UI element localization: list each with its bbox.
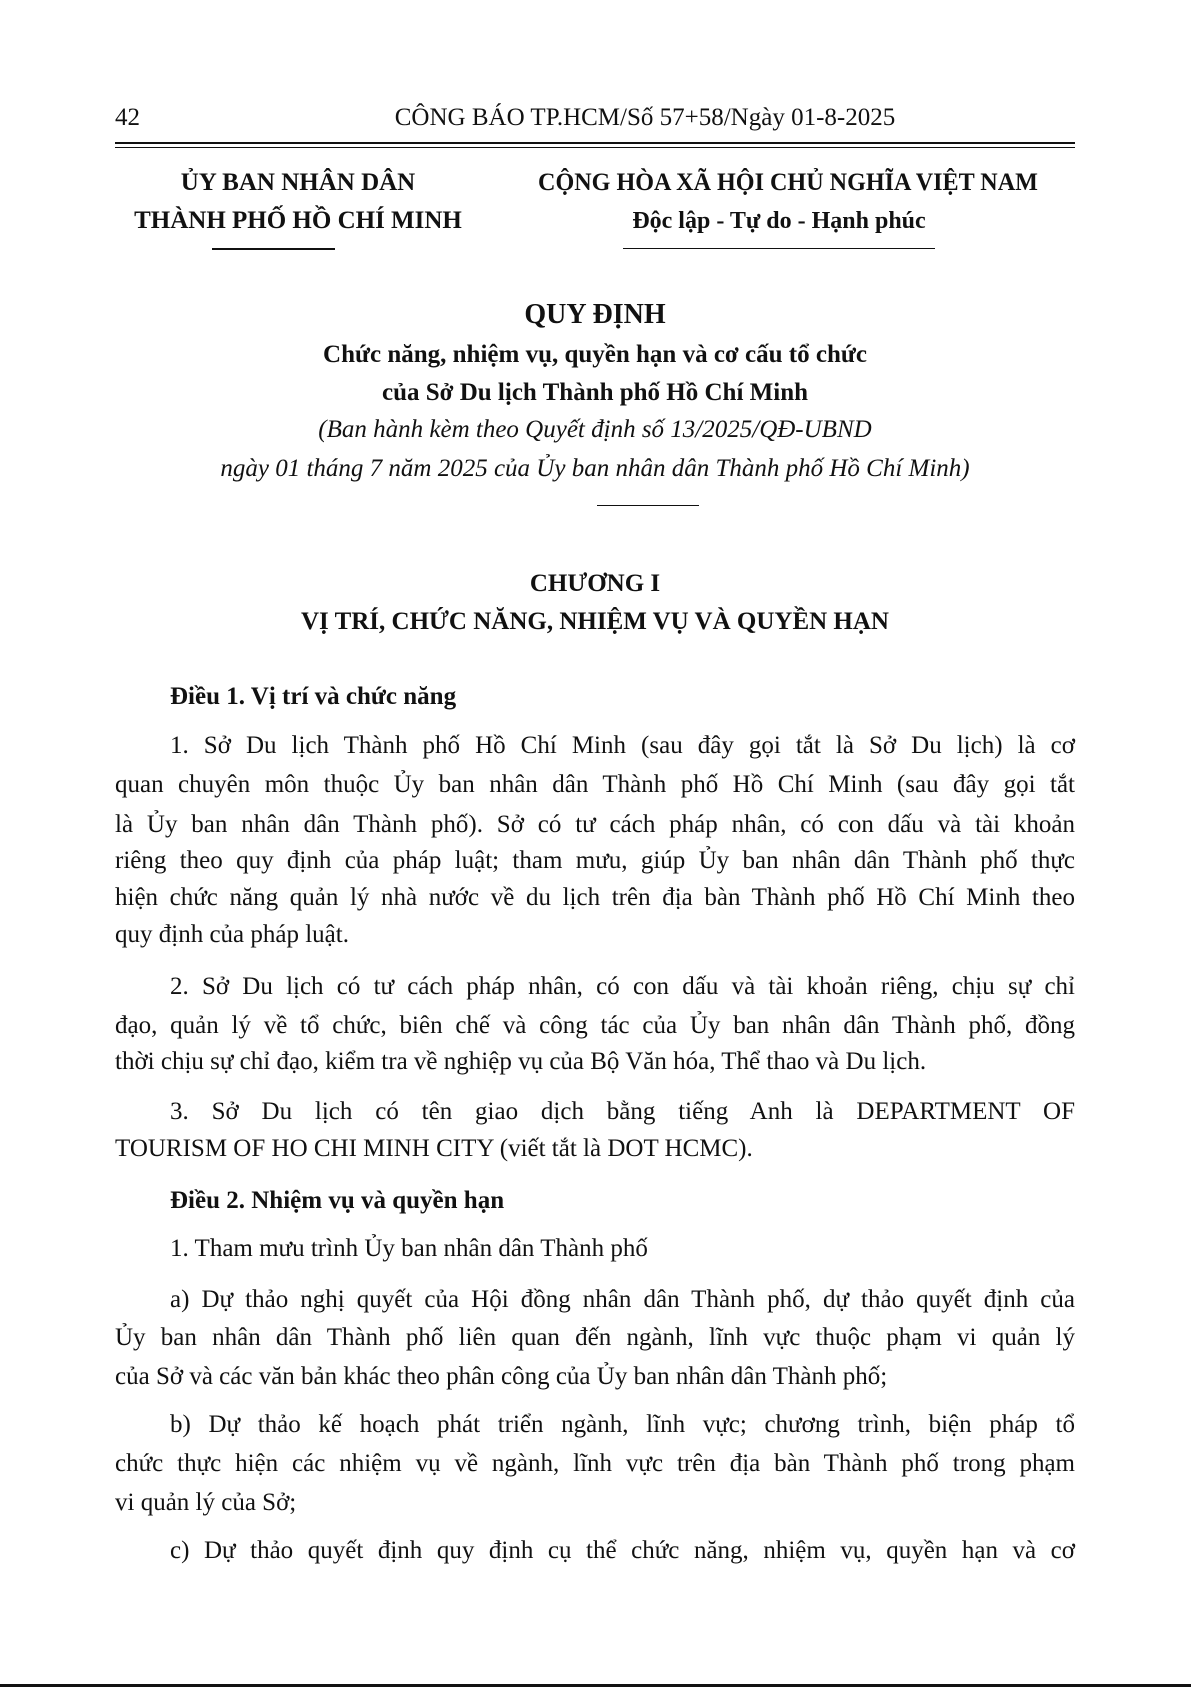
document-title: QUY ĐỊNH xyxy=(524,299,666,330)
article-2-heading: Điều 2. Nhiệm vụ và quyền hạn xyxy=(170,1187,505,1214)
issuer-line2: THÀNH PHỐ HỒ CHÍ MINH xyxy=(134,207,462,234)
paragraph-line: hiện chức năng quản lý nhà nước về du lịch trên địa bàn Thành phố Hồ Chí Minh theo xyxy=(115,884,1075,911)
paragraph-line: quy định của pháp luật. xyxy=(115,921,349,948)
paragraph-line: chức thực hiện các nhiệm vụ về ngành, lĩnh vực trên địa bàn Thành phố trong phạm xyxy=(115,1450,1075,1477)
issuer-underline xyxy=(212,248,335,250)
motto-underline xyxy=(623,248,935,249)
paragraph-line: a) Dự thảo nghị quyết của Hội đồng nhân dân Thành phố, dự thảo quyết định của xyxy=(170,1286,1075,1313)
paragraph-line: 1. Sở Du lịch Thành phố Hồ Chí Minh (sau đây gọi tắt là Sở Du lịch) là cơ xyxy=(170,732,1075,759)
paragraph-line: vi quản lý của Sở; xyxy=(115,1489,297,1516)
paragraph-line: 1. Tham mưu trình Ủy ban nhân dân Thành phố xyxy=(170,1235,648,1262)
paragraph-line: 2. Sở Du lịch có tư cách pháp nhân, có con dấu và tài khoản riêng, chịu sự chỉ xyxy=(170,973,1075,1000)
paragraph-line: TOURISM OF HO CHI MINH CITY (viết tắt là DOT HCMC). xyxy=(115,1135,753,1162)
paragraph-line: riêng theo quy định của pháp luật; tham mưu, giúp Ủy ban nhân dân Thành phố thực xyxy=(115,847,1075,874)
paragraph-line: của Sở và các văn bản khác theo phân công của Ủy ban nhân dân Thành phố; xyxy=(115,1363,888,1390)
paragraph-line: c) Dự thảo quyết định quy định cụ thể chức năng, nhiệm vụ, quyền hạn và cơ xyxy=(170,1537,1075,1564)
header-rule-top xyxy=(115,142,1075,144)
issuance-note-2: ngày 01 tháng 7 năm 2025 của Ủy ban nhân dân Thành phố Hồ Chí Minh) xyxy=(220,455,970,482)
header-rule-bottom xyxy=(115,147,1075,148)
paragraph-line: b) Dự thảo kế hoạch phát triển ngành, lĩnh vực; chương trình, biện pháp tổ xyxy=(170,1411,1075,1438)
paragraph-line: đạo, quản lý về tổ chức, biên chế và công tác của Ủy ban nhân dân Thành phố, đồng xyxy=(115,1012,1075,1039)
chapter-number: CHƯƠNG I xyxy=(529,570,661,597)
issuance-note-1: (Ban hành kèm theo Quyết định số 13/2025/QĐ-UBND xyxy=(318,416,872,443)
issuer-line1: ỦY BAN NHÂN DÂN xyxy=(180,169,416,196)
chapter-name: VỊ TRÍ, CHỨC NĂNG, NHIỆM VỤ VÀ QUYỀN HẠN xyxy=(300,608,889,635)
paragraph-line: là Ủy ban nhân dân Thành phố). Sở có tư cách pháp nhân, có con dấu và tài khoản xyxy=(115,811,1075,838)
title-divider xyxy=(597,505,699,506)
page-number: 42 xyxy=(115,104,140,131)
motto-line2: Độc lập - Tự do - Hạnh phúc xyxy=(632,208,926,234)
document-subtitle-1: Chức năng, nhiệm vụ, quyền hạn và cơ cấu tổ chức xyxy=(323,341,867,368)
motto-line1: CỘNG HÒA XÃ HỘI CHỦ NGHĨA VIỆT NAM xyxy=(538,169,1038,196)
paragraph-line: thời chịu sự chỉ đạo, kiểm tra về nghiệp vụ của Bộ Văn hóa, Thể thao và Du lịch. xyxy=(115,1048,927,1075)
paragraph-line: Ủy ban nhân dân Thành phố liên quan đến ngành, lĩnh vực thuộc phạm vi quản lý xyxy=(115,1324,1075,1351)
article-1-heading: Điều 1. Vị trí và chức năng xyxy=(170,683,457,710)
document-subtitle-2: của Sở Du lịch Thành phố Hồ Chí Minh xyxy=(381,379,809,406)
paragraph-line: quan chuyên môn thuộc Ủy ban nhân dân Thành phố Hồ Chí Minh (sau đây gọi tắt xyxy=(115,771,1075,798)
publication-header: CÔNG BÁO TP.HCM/Số 57+58/Ngày 01-8-2025 xyxy=(394,104,896,131)
paragraph-line: 3. Sở Du lịch có tên giao dịch bằng tiếng Anh là DEPARTMENT OF xyxy=(170,1098,1075,1125)
